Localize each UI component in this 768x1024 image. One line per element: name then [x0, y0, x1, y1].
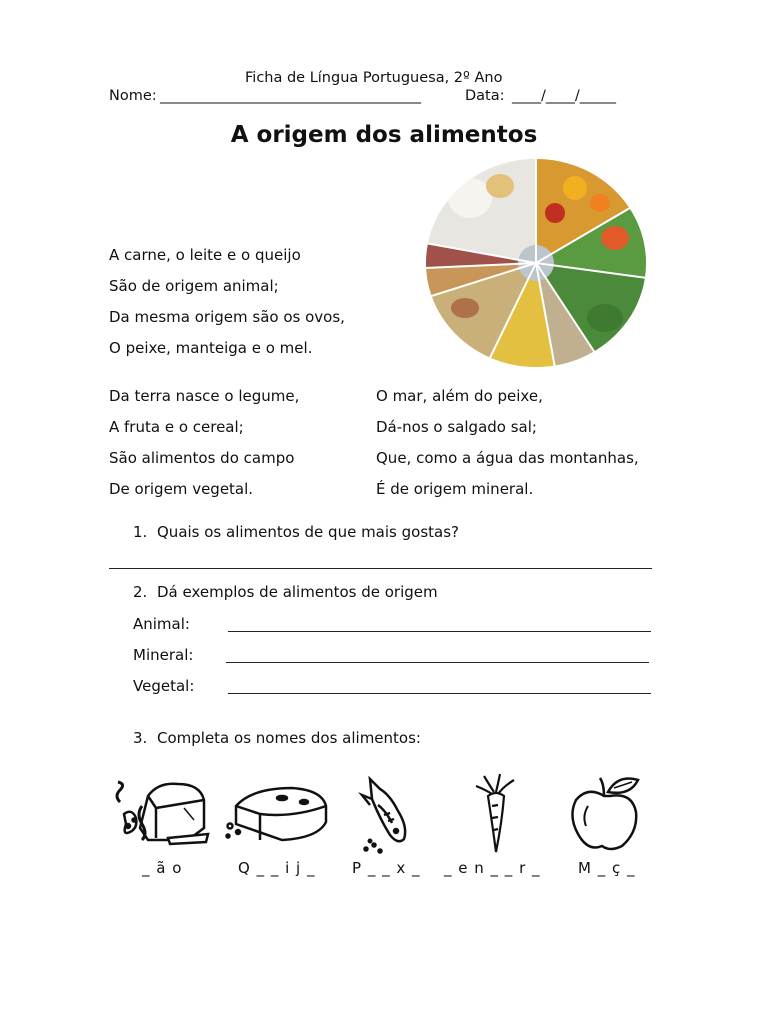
apple-icon	[566, 772, 644, 854]
poem-line: O peixe, manteiga e o mel.	[109, 339, 313, 357]
worksheet-header: Ficha de Língua Portuguesa, 2º Ano	[245, 70, 503, 86]
poem-stanza-2	[109, 381, 299, 505]
poem-line: Da mesma origem são os ovos,	[109, 308, 345, 326]
answer-line-1[interactable]	[109, 568, 652, 569]
word-blank-fish[interactable]: P _ _ x _	[352, 859, 421, 877]
poem-line: É de origem mineral.	[376, 480, 534, 498]
page-title: A origem dos alimentos	[230, 122, 538, 148]
poem-line: O mar, além do peixe,	[376, 387, 543, 405]
mineral-label: Mineral:	[133, 646, 194, 664]
vegetal-answer-line[interactable]	[228, 693, 651, 694]
name-label: Nome:	[109, 88, 157, 104]
word-blank-apple[interactable]: M _ ç _	[578, 859, 636, 877]
poem-line: De origem vegetal.	[109, 480, 254, 498]
poem-line: Da terra nasce o legume,	[109, 387, 300, 405]
poem-line: A fruta e o cereal;	[109, 418, 244, 436]
vegetal-label: Vegetal:	[133, 677, 195, 695]
animal-label: Animal:	[133, 615, 190, 633]
date-field[interactable]: ____/____/_____	[512, 88, 617, 104]
question-3-text: Completa os nomes dos alimentos:	[157, 729, 421, 747]
mineral-answer-line[interactable]	[226, 662, 649, 663]
name-field[interactable]: ____________________________________	[160, 88, 421, 104]
word-blank-cheese[interactable]: Q _ _ i j _	[238, 859, 316, 877]
poem-line: São alimentos do campo	[109, 449, 295, 467]
poem-line: A carne, o leite e o queijo	[109, 246, 301, 264]
bread-icon	[108, 778, 212, 848]
question-2-number: 2.	[133, 583, 148, 601]
date-label: Data:	[465, 88, 505, 104]
poem-line: São de origem animal;	[109, 277, 279, 295]
poem-stanza-1	[109, 240, 345, 364]
question-3-number: 3.	[133, 729, 148, 747]
cheese-icon	[222, 784, 330, 846]
question-1-text: Quais os alimentos de que mais gostas?	[157, 523, 459, 541]
food-wheel-image	[425, 158, 647, 368]
animal-answer-line[interactable]	[228, 631, 651, 632]
poem-stanza-3	[376, 381, 639, 505]
question-2-text: Dá exemplos de alimentos de origem	[157, 583, 438, 601]
word-blank-carrot[interactable]: _ e n _ _ r _	[444, 859, 541, 877]
fish-icon	[358, 775, 416, 855]
word-blank-bread[interactable]: _ ã o	[142, 859, 183, 877]
question-1-number: 1.	[133, 523, 148, 541]
poem-line: Dá-nos o salgado sal;	[376, 418, 537, 436]
poem-line: Que, como a água das montanhas,	[376, 449, 639, 467]
carrot-icon	[470, 772, 522, 856]
